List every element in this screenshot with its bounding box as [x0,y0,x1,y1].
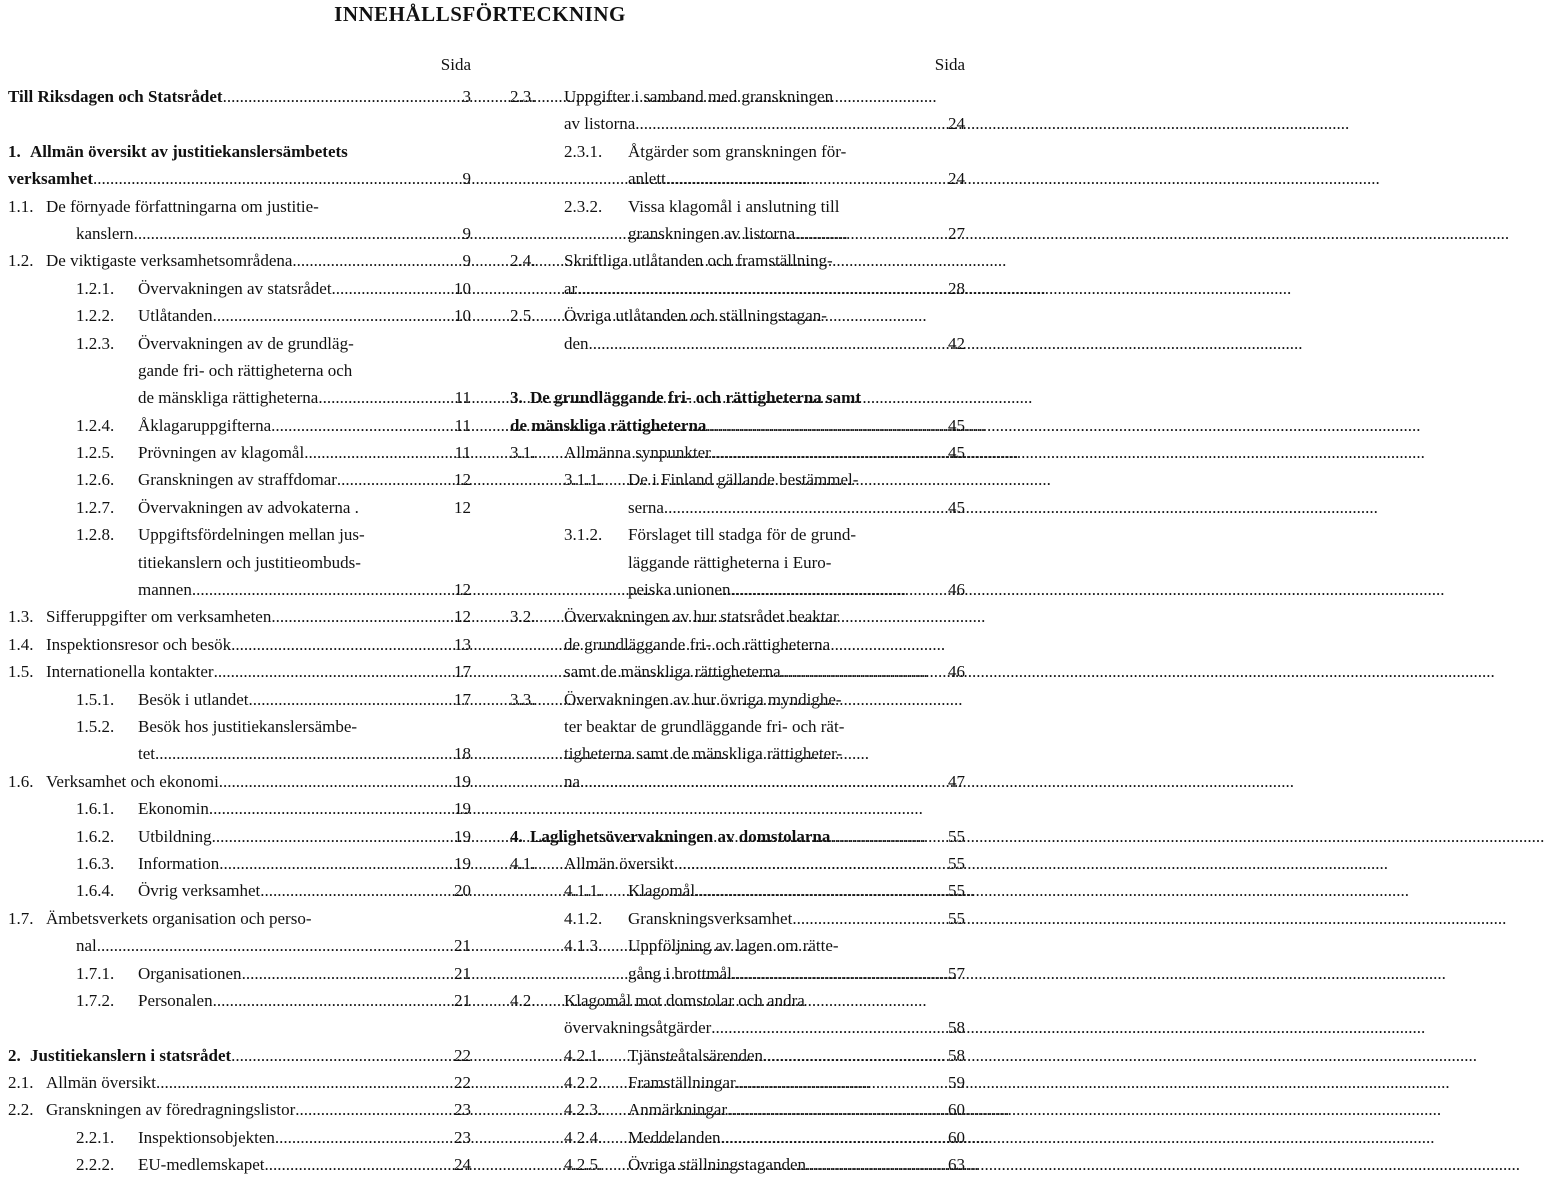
toc-entry[interactable] [8,521,471,603]
toc-page-number: 10 [454,306,471,326]
dot-leader [730,576,935,603]
toc-entry[interactable] [8,768,471,795]
dot-leader [721,1124,935,1151]
dot-leader [155,740,441,767]
toc-page-number: 57 [948,963,965,983]
toc-entry[interactable] [510,987,965,1042]
toc-entry[interactable] [8,412,471,439]
toc-entry[interactable] [510,193,965,248]
toc-entry-title: Övriga utlåtanden och ställningstagan- [564,306,827,326]
toc-page-number: 55 [948,908,965,928]
section-gap [510,795,965,822]
toc-page-number: 47 [948,771,965,791]
dot-leader [706,412,935,439]
toc-left-column [8,55,471,1179]
dot-leader [295,1096,441,1123]
toc-entry-number: 1.2.3. [76,333,115,353]
toc-page-number: 10 [454,278,471,298]
toc-entry-title: Allmän översikt av justitiekanslersämbetets [30,141,348,161]
toc-entry-title: Granskningsverksamhet [628,908,793,928]
toc-page-number: 24 [948,114,965,134]
toc-entry-number: 2.1. [8,1073,34,1093]
toc-entry-title: Framställningar [628,1073,736,1093]
dot-leader [134,220,441,247]
toc-entry[interactable] [8,823,471,850]
toc-entry-number: 1. [8,141,21,161]
toc-entry[interactable] [8,850,471,877]
toc-entry-title: Utbildning [138,826,212,846]
toc-entry[interactable] [8,494,471,521]
toc-entry-title: gande fri- och rättigheterna och [138,360,353,380]
toc-page-number: 24 [948,169,965,189]
sida-header [510,55,965,83]
toc-entry-number: 4.1.1. [564,881,603,901]
dot-leader [214,658,441,685]
toc-page-number: 22 [454,1045,471,1065]
toc-page-number: 45 [948,415,965,435]
toc-entry-title: Inspektionsobjekten [138,1127,275,1147]
toc-entry-title: tigheterna samt de mänskliga rättigheter- [564,744,843,764]
dot-leader [223,83,441,110]
toc-entry-number: 1.2.2. [76,306,115,326]
dot-leader [248,686,441,713]
toc-entry-title: Verksamhet och ekonomi [46,771,219,791]
toc-entry-number: 2.5. [510,306,536,326]
dot-leader [93,165,441,192]
toc-entry-number: 3.1. [510,443,536,463]
toc-entry-title: Övervakningen av statsrådet [138,278,332,298]
toc-entry-title: Organisationen [138,963,242,983]
toc-entry-title: de mänskliga rättigheterna [510,415,707,435]
dot-leader [711,439,935,466]
toc-page-number: 42 [948,333,965,353]
dot-leader [763,1042,935,1069]
toc-page-number: 20 [454,881,471,901]
toc-entry-title: den [564,333,589,353]
toc-entry[interactable] [510,1096,965,1123]
toc-entry[interactable] [8,1096,471,1123]
toc-entry-title: Klagomål [628,881,696,901]
toc-entry-title: ter beaktar de grundläggande fri- och rät- [564,716,845,736]
dot-leader [260,877,441,904]
toc-page-number: 55 [948,881,965,901]
toc-entry-number: 1.2.6. [76,470,115,490]
toc-entry-title: Anmärkningar [628,1100,728,1120]
toc-entry-number: 4.2. [510,990,536,1010]
toc-entry-title: titiekanslern och justitieombuds- [138,552,361,572]
toc-entry-number: 3. [510,388,523,408]
toc-entry-title: Vissa klagomål i anslutning till [628,196,840,216]
toc-entry-title: Förslaget till stadga för de grund- [628,525,857,545]
dot-leader [830,823,935,850]
dot-leader [219,850,441,877]
toc-page-number: 19 [454,826,471,846]
toc-entry-number: 1.6.1. [76,799,115,819]
toc-entry-number: 1.2.7. [76,497,115,517]
toc-entry[interactable] [510,384,965,439]
toc-entry-number: 2. [8,1045,21,1065]
toc-entry[interactable] [8,795,471,822]
toc-entry-number: 1.2.4. [76,415,115,435]
toc-entry-title: mannen [138,580,192,600]
toc-entry-number: 4.1.3. [564,936,603,956]
toc-entry[interactable] [8,631,471,658]
toc-entry-title: tet [138,744,155,764]
dot-leader [635,110,935,137]
toc-entry-title: Utlåtanden [138,306,213,326]
toc-page-number: 58 [948,1018,965,1038]
toc-page-number: 55 [948,826,965,846]
toc-entry-number: 3.1.2. [564,525,603,545]
dot-leader [275,1124,441,1151]
toc-entries-left [8,83,471,1179]
toc-page-number: 19 [454,799,471,819]
toc-page-number: 23 [454,1127,471,1147]
toc-entry-number: 2.2.1. [76,1127,115,1147]
toc-entry-title: granskningen av listorna [628,223,796,243]
toc-entry[interactable] [8,330,471,412]
toc-entry[interactable] [510,686,965,796]
dot-leader [213,987,441,1014]
toc-entry[interactable] [8,83,471,110]
toc-entry-number: 1.5. [8,662,34,682]
toc-page-number: 45 [948,443,965,463]
toc-page-number: 22 [454,1073,471,1093]
toc-entry-number: 2.3.2. [564,196,603,216]
dot-leader [711,1014,935,1041]
toc-entry-title: Skriftliga utlåtanden och framställning- [564,251,833,271]
toc-entry-number: 4.1. [510,853,536,873]
toc-entry-title: Övervakningen av hur övriga myndighe- [564,689,842,709]
dot-leader [271,412,441,439]
toc-entry-title: Allmän översikt [46,1073,157,1093]
toc-entry-title: Besök hos justitiekanslersämbe- [138,716,358,736]
dot-leader [736,1069,935,1096]
dot-leader [589,330,935,357]
toc-entry-title: anlett [628,169,666,189]
toc-page-number: 19 [454,771,471,791]
toc-entry-title: Uppföljning av lagen om rätte- [628,936,839,956]
toc-entry-title: Internationella kontakter [46,662,214,682]
toc-page-number: 3 [462,87,471,106]
toc-page-number: 9 [462,251,471,271]
toc-page-number: 60 [948,1127,965,1147]
dot-leader [304,439,441,466]
toc-entry[interactable] [510,1124,965,1151]
toc-entry-number: 4.2.1. [564,1045,603,1065]
dot-leader [318,384,441,411]
dot-leader [806,1151,935,1178]
toc-entry-number: 1.3. [8,607,34,627]
toc-entry-title: Allmänna synpunkter [564,443,711,463]
dot-leader [156,1069,441,1096]
toc-entry-title: De viktigaste verksamhetsområdena [46,251,293,271]
toc-page-number: 27 [948,223,965,243]
toc-entry-title: Meddelanden [628,1127,721,1147]
toc-entry-number: 1.7.1. [76,963,115,983]
toc-entry-number: 1.2.8. [76,525,115,545]
toc-page-number: 46 [948,580,965,600]
toc-entry-number: 4.2.3. [564,1100,603,1120]
toc-page-number: 21 [454,963,471,983]
toc-entry[interactable] [8,193,471,248]
toc-entry[interactable] [510,1151,965,1178]
toc-entry-title: Övervakningen av hur statsrådet beaktar [564,607,839,627]
toc-entry-title: Inspektionsresor och besök [46,634,232,654]
toc-entry-title: De förnyade författningarna om justitie- [46,196,319,216]
dot-leader [337,466,441,493]
toc-page-number: 9 [462,223,471,243]
toc-page-number: 11 [454,443,471,463]
toc-page-number: 17 [454,689,471,709]
dot-leader [795,220,935,247]
dot-leader [292,247,441,274]
toc-entry-title: Ämbetsverkets organisation och perso- [46,908,312,928]
toc-page-number: 55 [948,853,965,873]
toc-entry-number: 2.2. [8,1100,34,1120]
toc-entry-title: Uppgiftsfördelningen mellan jus- [138,525,365,545]
dot-leader [664,494,935,521]
toc-entry-title: verksamhet [8,169,93,189]
toc-entry-title: peiska unionen [628,580,731,600]
toc-entry-title: EU-medlemskapet [138,1155,265,1175]
toc-entry[interactable] [510,466,965,521]
toc-entry[interactable] [510,877,965,904]
toc-page-number: 63 [948,1155,965,1175]
toc-entry[interactable] [510,521,965,603]
dot-leader [265,1151,441,1178]
toc-entry[interactable] [8,439,471,466]
toc-entry-title: kanslern [76,223,134,243]
section-gap [8,1014,471,1041]
toc-entry-number: 1.4. [8,634,34,654]
dot-leader [192,576,441,603]
toc-page-number: 28 [948,278,965,298]
dot-leader [231,631,441,658]
dot-leader [781,658,935,685]
toc-entry-title: Uppgifter i samband med granskningen [564,87,834,106]
toc-entry-title: de grundläggande fri- och rättigheterna [564,634,831,654]
toc-entry[interactable] [8,466,471,493]
section-gap [510,357,965,384]
toc-entry-number: 1.6.3. [76,853,115,873]
toc-page-number: 23 [454,1100,471,1120]
toc-page-number: 21 [454,990,471,1010]
dot-leader [727,1096,935,1123]
sida-label: Sida [440,55,471,74]
toc-entry-title: övervakningsåtgärder [564,1018,712,1038]
toc-entry-title: Övriga ställningstaganden [628,1155,806,1175]
toc-page-number: 21 [454,936,471,956]
toc-entry[interactable] [510,905,965,932]
toc-entry-title: nal [76,936,97,956]
toc-entry[interactable] [8,247,471,274]
toc-entry-title: läggande rättigheterna i Euro- [628,552,832,572]
toc-page-number: 12 [454,497,471,517]
toc-entry-number: 4.2.5. [564,1155,603,1175]
dot-leader [580,768,935,795]
toc-entry[interactable] [8,603,471,630]
toc-entry-title: Ekonomin [138,799,209,819]
toc-entry-title: Klagomål mot domstolar och andra [564,990,805,1010]
toc-entry-number: 3.2. [510,607,536,627]
toc-entry[interactable] [510,932,965,987]
toc-entry[interactable] [8,987,471,1014]
toc-entry[interactable] [510,138,965,193]
dot-leader [332,275,441,302]
toc-entry[interactable] [8,686,471,713]
dot-leader [577,275,935,302]
toc-entry-title: De i Finland gällande bestämmel- [628,470,859,490]
sida-label: Sida [934,55,965,74]
section-gap [8,110,471,137]
toc-entry[interactable] [510,850,965,877]
toc-page-number: 11 [454,388,471,408]
dot-leader [732,960,935,987]
toc-page-number: 12 [454,607,471,627]
toc-entry-number: 4.1.2. [564,908,603,928]
toc-entry-title: de mänskliga rättigheterna [138,388,319,408]
dot-leader [231,1042,441,1069]
toc-page-number: 45 [948,497,965,517]
toc-entry-title: Sifferuppgifter om verksamheten [46,607,272,627]
toc-entry-title: na [564,771,581,791]
toc-entry-title: ar [564,278,578,298]
toc-entries-right [510,83,965,1179]
toc-entry[interactable] [8,1151,471,1178]
toc-entry-number: 1.5.1. [76,689,115,709]
toc-entry-title: Granskningen av straffdomar [138,470,337,490]
toc-entry[interactable] [510,83,965,138]
toc-entry-title: Övervakningen av de grundläg- [138,333,354,353]
toc-entry-title: Justitiekanslern i statsrådet [30,1045,232,1065]
toc-entry-number: 4. [510,826,523,846]
toc-entry[interactable] [510,247,965,302]
dot-leader [674,850,935,877]
toc-entry-title: av listorna [564,114,636,134]
dot-leader [695,877,935,904]
page-title: INNEHÅLLSFÖRTECKNING [334,2,626,26]
toc-entry-title: gång i brottmål [628,963,732,983]
toc-page-number: 46 [948,662,965,682]
toc-entry[interactable] [8,138,471,193]
toc-entry-title: Information [138,853,220,873]
toc-entry-number: 1.7. [8,908,34,928]
toc-entry[interactable] [8,1069,471,1096]
toc-entry-title: Besök i utlandet [138,689,249,709]
toc-entry-number: 4.2.4. [564,1127,603,1147]
toc-entry-number: 2.3. [510,87,536,106]
toc-entry-number: 1.5.2. [76,716,115,736]
toc-entry[interactable] [510,439,965,466]
toc-entry-title: Granskningen av föredragningslistor [46,1100,296,1120]
toc-entry-title: samt de mänskliga rättigheterna [564,662,781,682]
toc-entry-number: 1.2. [8,251,34,271]
toc-entry-number: 1.2.5. [76,443,115,463]
toc-entry-title: Allmän översikt [564,853,675,873]
toc-entry-title: Övervakningen av advokaterna . [138,497,359,517]
dot-leader [792,905,935,932]
dot-leader [666,165,935,192]
toc-page-number: 18 [454,744,471,764]
dot-leader [271,603,441,630]
toc-entry-title: Till Riksdagen och Statsrådet [8,87,223,106]
toc-entry-number: 3.3. [510,689,536,709]
toc-entry-number: 1.6. [8,771,34,791]
toc-entry[interactable] [510,823,965,850]
toc-entry[interactable] [510,603,965,685]
toc-entry[interactable] [8,1124,471,1151]
toc-entry[interactable] [8,1042,471,1069]
toc-entry-number: 3.1.1. [564,470,603,490]
dot-leader [209,795,441,822]
toc-entry-number: 1.1. [8,196,34,216]
dot-leader [213,302,441,329]
dot-leader [242,960,441,987]
toc-entry-title: Åklagaruppgifterna [138,415,272,435]
toc-entry-title: Prövningen av klagomål [138,443,305,463]
toc-entry-title: serna [628,497,664,517]
toc-entry[interactable] [8,713,471,768]
toc-entry-number: 2.4. [510,251,536,271]
toc-page-number: 19 [454,853,471,873]
toc-entry-number: 1.2.1. [76,278,115,298]
toc-entry[interactable] [8,658,471,685]
dot-leader [219,768,441,795]
toc-entry-title: Tjänsteåtalsärenden [628,1045,763,1065]
toc-page-number: 12 [454,580,471,600]
toc-page-number: 9 [462,169,471,189]
toc-entry[interactable] [8,275,471,302]
toc-entry-number: 4.2.2. [564,1073,603,1093]
toc-entry-title: Åtgärder som granskningen för- [628,141,847,161]
toc-page-number: 59 [948,1073,965,1093]
toc-entry-number: 2.2.2. [76,1155,115,1175]
dot-leader [212,823,441,850]
toc-entry-title: De grundläggande fri- och rättigheterna samt [530,388,861,408]
toc-entry[interactable] [510,1069,965,1096]
toc-page-number: 11 [454,415,471,435]
toc-entry[interactable] [8,960,471,987]
toc-entry-title: Personalen [138,990,213,1010]
toc-entry-number: 1.7.2. [76,990,115,1010]
toc-entry-number: 1.6.2. [76,826,115,846]
toc-entry[interactable] [8,877,471,904]
toc-entry[interactable] [510,1042,965,1069]
dot-leader [97,932,441,959]
sida-header [8,55,471,83]
toc-entry[interactable] [510,302,965,357]
toc-entry-title: Övrig verksamhet [138,881,261,901]
toc-page-number: 13 [454,634,471,654]
toc-page-number: 58 [948,1045,965,1065]
toc-page-number: 17 [454,662,471,682]
toc-entry-number: 2.3.1. [564,141,603,161]
toc-entry-number: 1.6.4. [76,881,115,901]
toc-right-column [510,55,965,1179]
toc-entry[interactable] [8,302,471,329]
toc-page-number: 60 [948,1100,965,1120]
toc-entry[interactable] [8,905,471,960]
toc-entry-title: Laglighetsövervakningen av domstolarna [530,826,831,846]
toc-page-number: 24 [454,1155,471,1175]
toc-page-number: 12 [454,470,471,490]
